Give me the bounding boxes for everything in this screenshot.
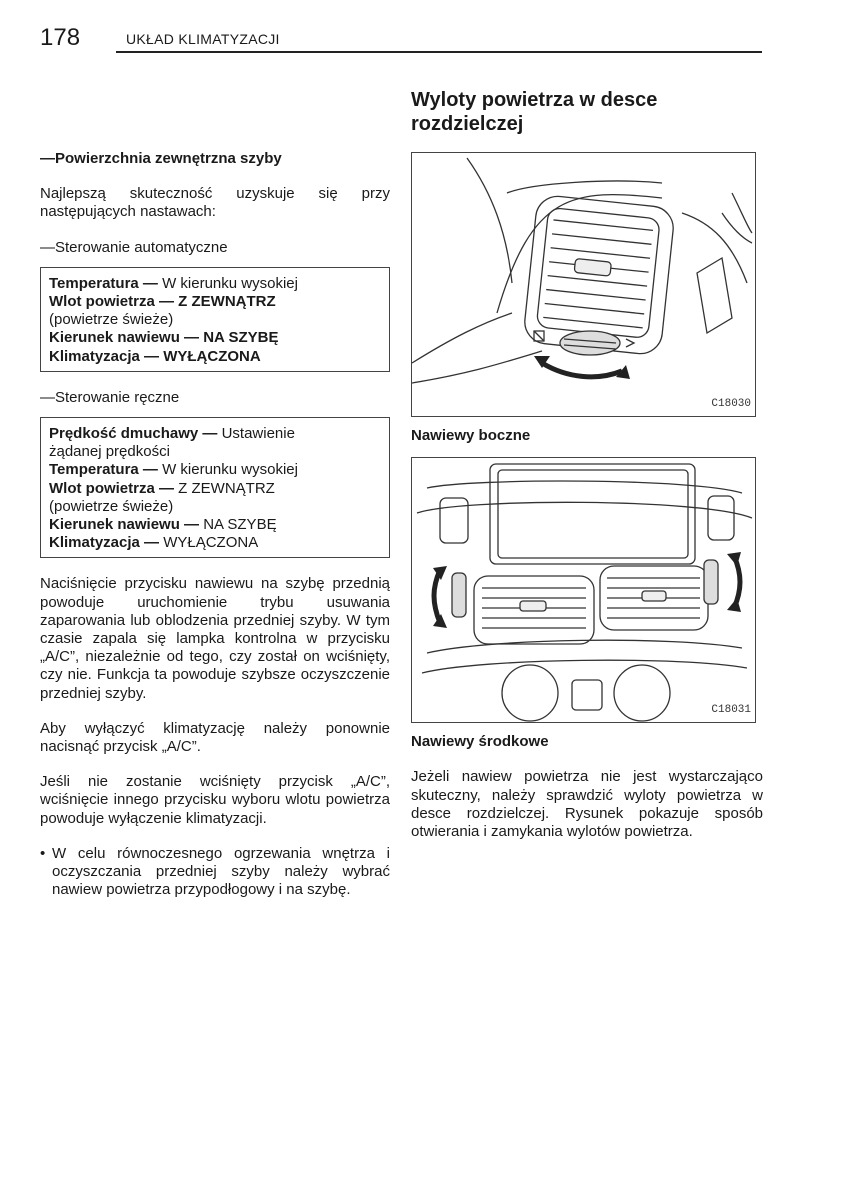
setting-line: (powietrze świeże) (49, 311, 174, 329)
setting-line: (powietrze świeże) (49, 497, 174, 515)
setting-line: Kierunek nawiewu — NA SZYBĘ (49, 329, 279, 347)
intake-paragraph: Jeśli nie zostanie wciśnięty przycisk „A/C”, wciśnięcie innego przycisku wyboru wlotu powietrza powoduje wyłączenie klimatyzacji. (40, 773, 390, 827)
center-vent-illustration (412, 458, 755, 722)
setting-line: Wlot powietrza — Z ZEWNĄTRZ (49, 479, 275, 497)
page-header (40, 24, 762, 52)
section-heading: Wyloty powietrza w desce rozdzielczej (411, 89, 658, 135)
ac-off-paragraph: Aby wyłączyć klimatyzację należy ponownie nacisnąć przycisk „A/C”. (40, 719, 390, 756)
left-column (40, 150, 390, 900)
manual-settings-box (40, 417, 390, 558)
setting-line: Prędkość dmuchawy — Ustawienie (49, 425, 295, 443)
auto-control-label: —Sterowanie automatyczne (40, 238, 228, 256)
setting-line: Temperatura — W kierunku wysokiej (49, 461, 298, 479)
manual-control-label: —Sterowanie ręczne (40, 388, 180, 406)
figure-code: C18030 (711, 397, 751, 410)
page-number: 178 (40, 24, 81, 51)
center-vent-figure (411, 457, 756, 723)
header-rule (116, 51, 762, 53)
setting-line: Klimatyzacja — WYŁĄCZONA (49, 534, 259, 552)
right-column (411, 88, 763, 841)
chapter-title: UKŁAD KLIMATYZACJI (126, 31, 280, 47)
figure-code: C18031 (711, 704, 751, 716)
side-vent-figure (411, 152, 756, 417)
center-vent-caption: Nawiewy środkowe (411, 733, 549, 751)
defrost-paragraph: Naciśnięcie przycisku nawiewu na szybę przednią powoduje uruchomienie trybu usuwania zaparowania lub oblodzenia przedniej szyby. W tym czasie zapala się lampka kontrolna w przycisku „A/C”, niezależnie od tego, czy został on wciśnięty, czy nie. Funkcja ta powoduje szybsze oczyszczenie przedniej szyby. (40, 575, 390, 702)
auto-settings-box (40, 267, 390, 372)
vents-paragraph: Jeżeli nawiew powietrza nie jest wystarczająco skuteczny, należy sprawdzić wyloty powietrza w desce rozdzielczej. Rysunek pokazuje sposób otwierania i zamykania wylotów powietrza. (411, 768, 763, 841)
section-subheading: —Powierzchnia zewnętrzna szyby (40, 150, 282, 167)
setting-line: Wlot powietrza — Z ZEWNĄTRZ (49, 293, 276, 311)
side-vent-illustration (412, 153, 755, 416)
setting-line: Kierunek nawiewu — NA SZYBĘ (49, 516, 277, 534)
side-vent-caption: Nawiewy boczne (411, 427, 531, 444)
bullet-mark: • (40, 844, 46, 862)
bullet-item (40, 845, 390, 900)
setting-line: Temperatura — W kierunku wysokiej (49, 274, 298, 292)
intro-paragraph: Najlepszą skuteczność uzyskuje się przy następujących nastawach: (40, 185, 390, 221)
setting-line: żądanej prędkości (49, 443, 170, 461)
setting-line: Klimatyzacja — WYŁĄCZONA (49, 347, 261, 365)
bullet-text: W celu równoczesnego ogrzewania wnętrza i oczyszczania przedniej szyby należy wybrać nawiew powietrza przypodłogowy i na szybę. (52, 844, 390, 899)
